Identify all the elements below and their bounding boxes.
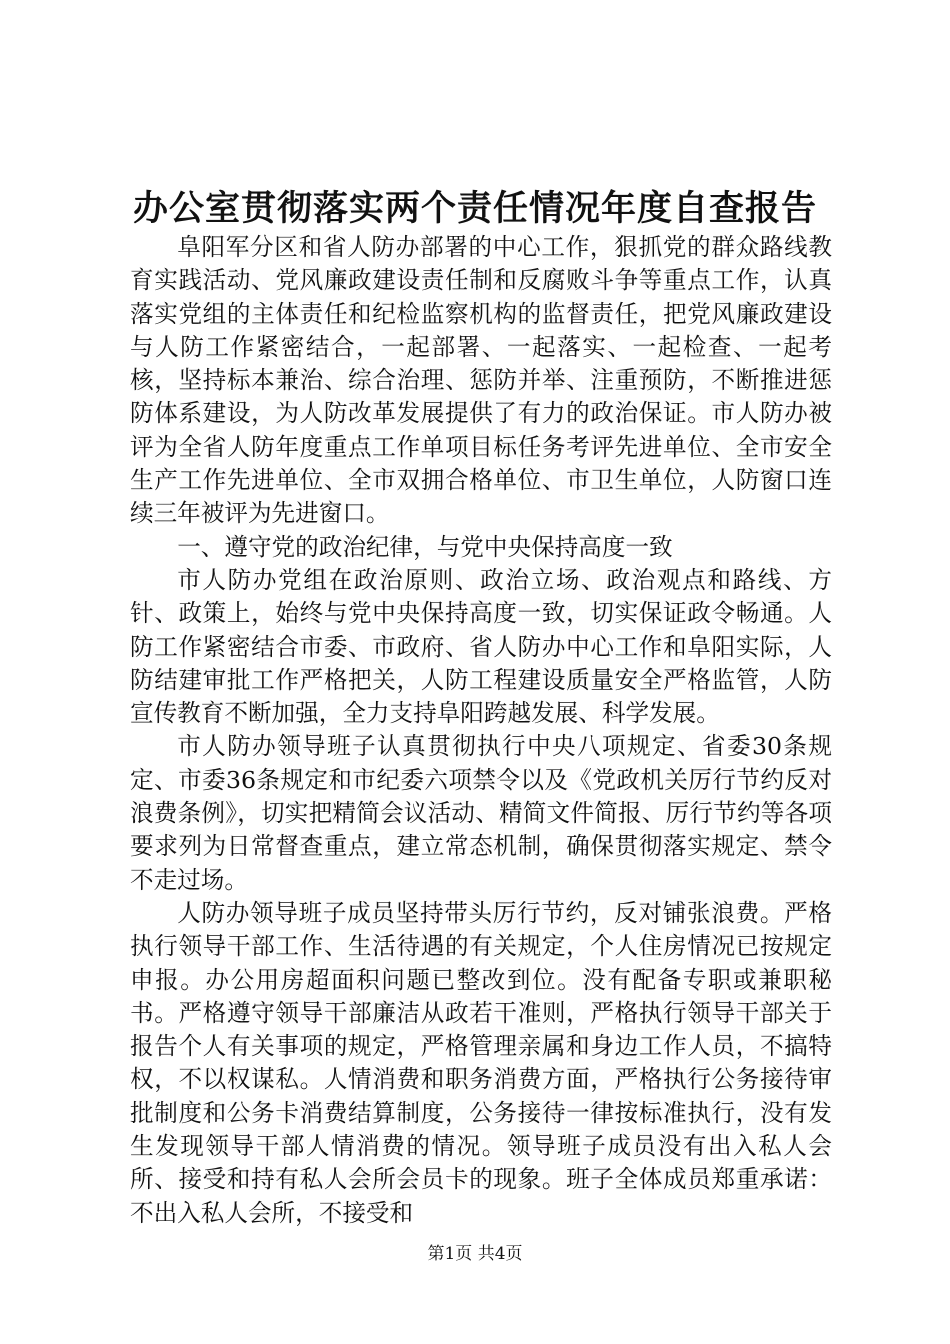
body-paragraph: 人防办领导班子成员坚持带头厉行节约，反对铺张浪费。严格执行领导干部工作、生活待遇的有关规定，个人住房情况已按规定申报。办公用房超面积问题已整改到位。没有配备专职或兼职秘书。严格遵守领导干部廉洁从政若干准则，严格执行领导干部关于报告个人有关事项的规定，严格管理亲属和身边工作人员，不搞特权，不以权谋私。人情消费和职务消费方面，严格执行公务接待审批制度和公务卡消费结算制度，公务接待一律按标准执行，没有发生发现领导干部人情消费的情况。领导班子成员没有出入私人会所、接受和持有私人会所会员卡的现象。班子全体成员郑重承诺：不出入私人会所，不接受和 [130,898,832,1227]
page-footer: 第1页 共4页 [427,1244,523,1264]
document-title: 办公室贯彻落实两个责任情况年度自查报告 [132,188,817,229]
section-heading: 一、遵守党的政治纪律，与党中央保持高度一致 [177,532,673,561]
intro-paragraph: 阜阳军分区和省人防办部署的中心工作，狠抓党的群众路线教育实践活动、党风廉政建设责任制和反腐败斗争等重点工作，认真落实党组的主体责任和纪检监察机构的监督责任，把党风廉政建设与人防工作紧密结合，一起部署、一起落实、一起检查、一起考核，坚持标本兼治、综合治理、惩防并举、注重预防，不断推进惩防体系建设，为人防改革发展提供了有力的政治保证。市人防办被评为全省人防年度重点工作单项目标任务考评先进单位、全市安全生产工作先进单位、全市双拥合格单位、市卫生单位，人防窗口连续三年被评为先进窗口。 [130,233,832,528]
body-paragraph: 市人防办党组在政治原则、政治立场、政治观点和路线、方针、政策上，始终与党中央保持高度一致，切实保证政令畅通。人防工作紧密结合市委、市政府、省人防办中心工作和阜阳实际，人防结建审批工作严格把关，人防工程建设质量安全严格监管，人防宣传教育不断加强，全力支持阜阳跨越发展、科学发展。 [130,565,832,728]
body-paragraph: 市人防办领导班子认真贯彻执行中央八项规定、省委30条规定、市委36条规定和市纪委六项禁令以及《党政机关厉行节约反对浪费条例》，切实把精简会议活动、精简文件简报、厉行节约等各项要求列为日常督查重点，建立常态机制，确保贯彻落实规定、禁令不走过场。 [130,732,832,894]
document-body [130,231,832,1230]
